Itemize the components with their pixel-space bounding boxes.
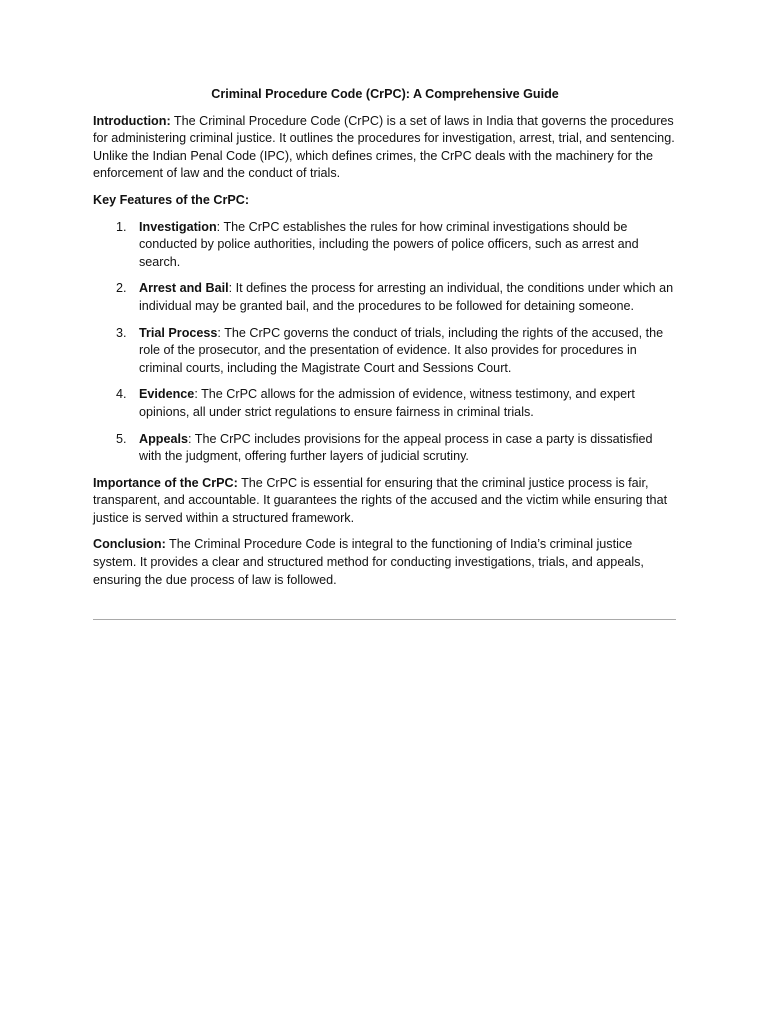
introduction-label: Introduction: bbox=[93, 113, 171, 128]
importance-paragraph bbox=[93, 475, 677, 528]
list-item bbox=[93, 219, 677, 272]
conclusion-label: Conclusion: bbox=[93, 537, 166, 552]
introduction-text: The Criminal Procedure Code (CrPC) is a set of laws in India that governs the procedures for administering criminal justice. It outlines the procedures for investigation, arrest, trial, and sentencing. Unlike the Indian Penal Code (IPC), which defines crimes, the CrPC deals with the machinery for the enforcement of law and the conduct of trials. bbox=[93, 113, 675, 181]
list-item bbox=[93, 386, 677, 421]
list-item-label: Evidence bbox=[139, 387, 195, 402]
list-item-number: 1. bbox=[116, 219, 127, 234]
list-item-label: Trial Process bbox=[139, 325, 218, 340]
key-features-heading: Key Features of the CrPC: bbox=[93, 192, 250, 207]
document-body bbox=[93, 86, 677, 598]
list-item-number: 3. bbox=[116, 325, 127, 340]
importance-label: Importance of the CrPC: bbox=[93, 475, 238, 490]
introduction-paragraph bbox=[93, 113, 677, 183]
list-item-number: 5. bbox=[116, 431, 127, 446]
importance-text: The CrPC is essential for ensuring that the criminal justice process is fair, transparent, and accountable. It guarantees the rights of the accused and the victim while ensuring that justice is served within a structured framework. bbox=[93, 475, 668, 525]
horizontal-divider bbox=[93, 619, 676, 620]
list-item-label: Arrest and Bail bbox=[139, 281, 229, 296]
list-item-label: Appeals bbox=[139, 431, 188, 446]
list-item-text: : The CrPC includes provisions for the appeal process in case a party is dissatisfied with the judgment, offering further layers of judicial scrutiny. bbox=[139, 431, 653, 464]
list-item-text: : The CrPC establishes the rules for how criminal investigations should be conducted by police authorities, including the powers of police officers, such as arrest and search. bbox=[139, 219, 639, 269]
list-item bbox=[93, 431, 677, 466]
list-item-text: : It defines the process for arresting an individual, the conditions under which an individual may be granted bail, and the procedures to be followed for detaining someone. bbox=[139, 281, 674, 313]
document-title: Criminal Procedure Code (CrPC): A Comprehensive Guide bbox=[211, 87, 559, 101]
key-features-list bbox=[93, 219, 677, 466]
list-item-text: : The CrPC governs the conduct of trials, including the rights of the accused, the role of the prosecutor, and the presentation of evidence. It also provides for procedures in criminal courts, including the Magistrate Court and Sessions Court. bbox=[139, 325, 664, 375]
conclusion-paragraph bbox=[93, 536, 677, 589]
list-item bbox=[93, 325, 677, 378]
list-item bbox=[93, 280, 677, 315]
list-item-number: 4. bbox=[116, 387, 127, 402]
list-item-number: 2. bbox=[116, 281, 127, 296]
conclusion-text: The Criminal Procedure Code is integral to the functioning of India’s criminal justice system. It provides a clear and structured method for conducting investigations, trials, and appeals, ensuring the due process of law is followed. bbox=[93, 537, 644, 587]
list-item-text: : The CrPC allows for the admission of evidence, witness testimony, and expert opinions, all under strict regulations to ensure fairness in criminal trials. bbox=[139, 387, 635, 419]
list-item-label: Investigation bbox=[139, 219, 217, 234]
